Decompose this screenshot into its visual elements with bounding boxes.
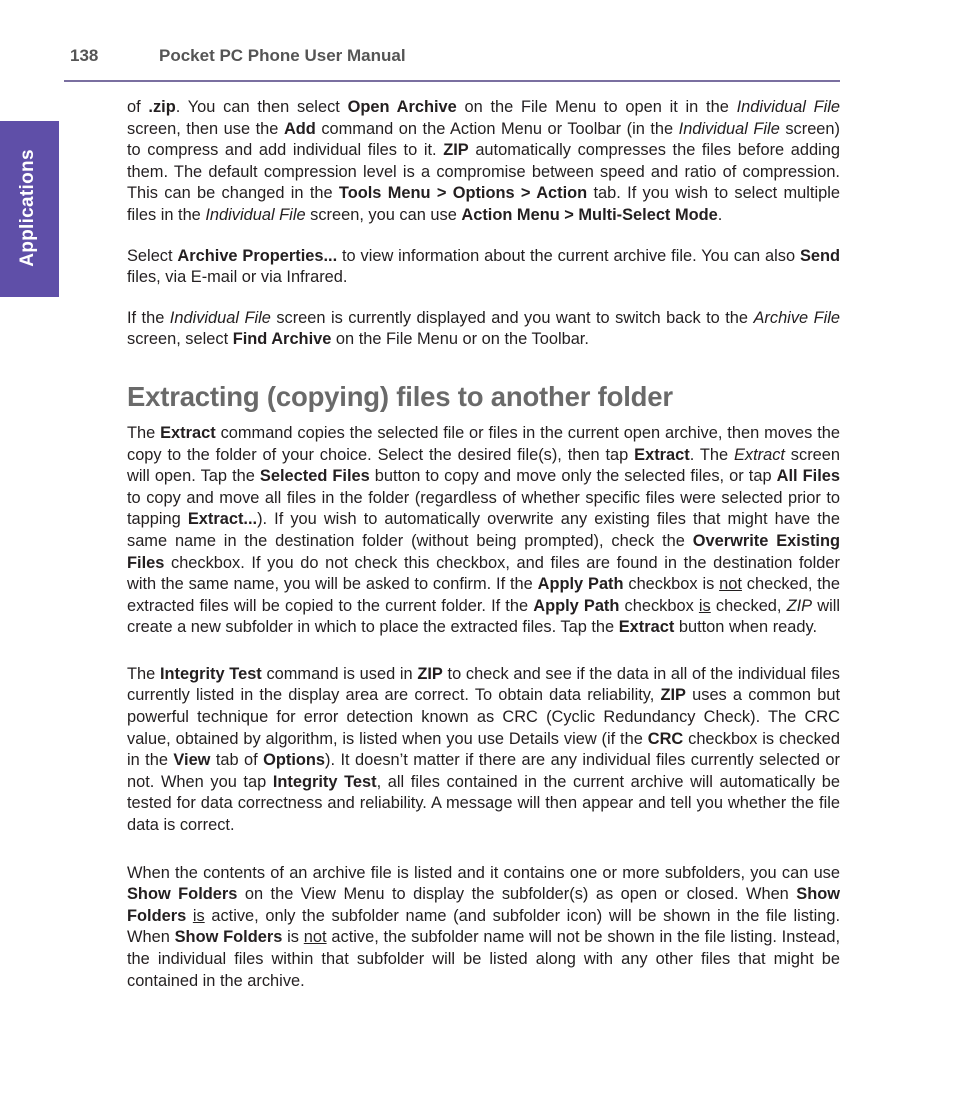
paragraph-extract: The Extract command copies the selected file or files in the current open archive, then moves the copy to the folder of your choice. Select the desired file(s), then tap Extract. The Extract screen will open. Tap the Selected Files button to copy and move only the selected files, or tap All Files to copy and move all files in the folder (regardless of whether specific files were selected prior to tapping Extract...). If you wish to automatically overwrite any existing files that might have the same name in the destination folder (without being prompted), check the Overwrite Existing Files checkbox. If you do not check this checkbox, and files are found in the destination folder with the same name, you will be asked to confirm. If the Apply Path checkbox is not checked, the extracted files will be copied to the current folder. If the Apply Path checkbox is checked, ZIP will create a new subfolder in which to place the extracted files. Tap the Extract button when ready. [127, 423, 841, 637]
manual-title: Pocket PC Phone User Manual [159, 46, 406, 65]
paragraph-zip-intro: of .zip. You can then select Open Archive on the File Menu to open it in the Individual File screen, then use the Add command on the Action Menu or Toolbar (in the Individual File screen) to compress and add individual files to it. ZIP automatically compresses the files before adding them. The default compression level is a compromise between speed and ratio of compression. This can be changed in the Tools Menu > Options > Action tab. If you wish to select multiple files in the Individual File screen, you can use Action Menu > Multi-Select Mode. [127, 98, 840, 224]
page-number: 138 [70, 46, 99, 65]
side-tab-label: Applications [17, 149, 38, 267]
paragraph-show-folders: When the contents of an archive file is listed and it contains one or more subfolders, you can use Show Folders on the View Menu to display the subfolder(s) as open or closed. When Show Folders is active, only the subfolder name (and subfolder icon) will be shown in the file listing. When Show Folders is not active, the subfolder name will not be shown in the file listing. Instead, the individual files within that subfolder will be listed along with any other files that might be contained in the archive. [127, 863, 840, 990]
paragraph-integrity-test: The Integrity Test command is used in ZIP to check and see if the data in all of the individual files currently listed in the display area are correct. To obtain data reliability, ZIP uses a common but powerful technique for error detection known as CRC (Cyclic Redundancy Check). The CRC value, obtained by algorithm, is listed when you use Details view (if the CRC checkbox is checked in the View tab of Options). It doesn’t matter if there are any individual files currently selected or not. When you tap Integrity Test, all files contained in the current archive will automatically be tested for data correctness and reliability. A message will then appear and tell you whether the file data is correct. [127, 664, 841, 835]
page-body [127, 97, 840, 992]
paragraph-archive-properties: Select Archive Properties... to view information about the current archive file. You can also Send files, via E-mail or via Infrared. [127, 246, 841, 287]
page-header [64, 40, 840, 82]
section-heading: Extracting (copying) files to another folder [127, 380, 673, 412]
paragraph-find-archive: If the Individual File screen is currently displayed and you want to switch back to the Archive File screen, select Find Archive on the File Menu or on the Toolbar. [127, 308, 840, 349]
